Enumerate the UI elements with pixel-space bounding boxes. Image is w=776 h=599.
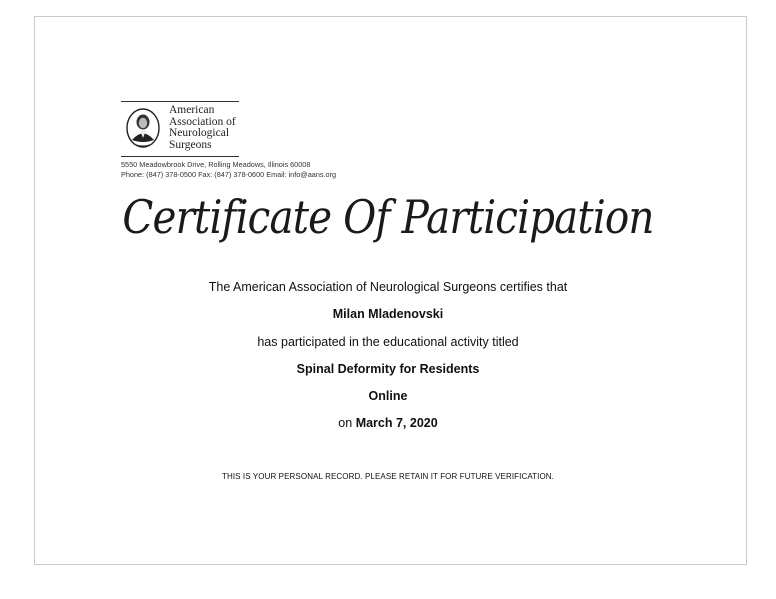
- activity-date-line: [0, 416, 776, 430]
- recipient-name: Milan Mladenovski: [332, 307, 444, 321]
- organization-address: 5550 Meadowbrook Drive, Rolling Meadows, Illinois 60008: [121, 160, 311, 169]
- logo-top-rule: [121, 101, 239, 102]
- certificate-title: Certificate Of Participation: [122, 190, 654, 244]
- cushing-medallion-icon: [125, 107, 161, 149]
- activity-title: Spinal Deformity for Residents: [296, 362, 480, 376]
- logo-name-line-4: Surgeons: [169, 138, 212, 151]
- organization-contact: Phone: (847) 378-0500 Fax: (847) 378-0600 Email: info@aans.org: [121, 170, 337, 179]
- logo-name-line-1: American: [169, 104, 215, 116]
- retention-notice: THIS IS YOUR PERSONAL RECORD. PLEASE RETAIN IT FOR FUTURE VERIFICATION.: [221, 472, 555, 481]
- date-prefix: on: [338, 416, 353, 430]
- certifies-text: The American Association of Neurological Surgeons certifies that: [208, 280, 568, 294]
- logo-name-line-3: Neurological: [169, 127, 230, 139]
- participated-text: has participated in the educational activity titled: [257, 335, 519, 349]
- logo-name-line-2: Association of: [169, 115, 236, 128]
- activity-location: Online: [368, 389, 408, 403]
- activity-date: March 7, 2020: [355, 416, 438, 430]
- logo-bottom-rule: [121, 156, 239, 157]
